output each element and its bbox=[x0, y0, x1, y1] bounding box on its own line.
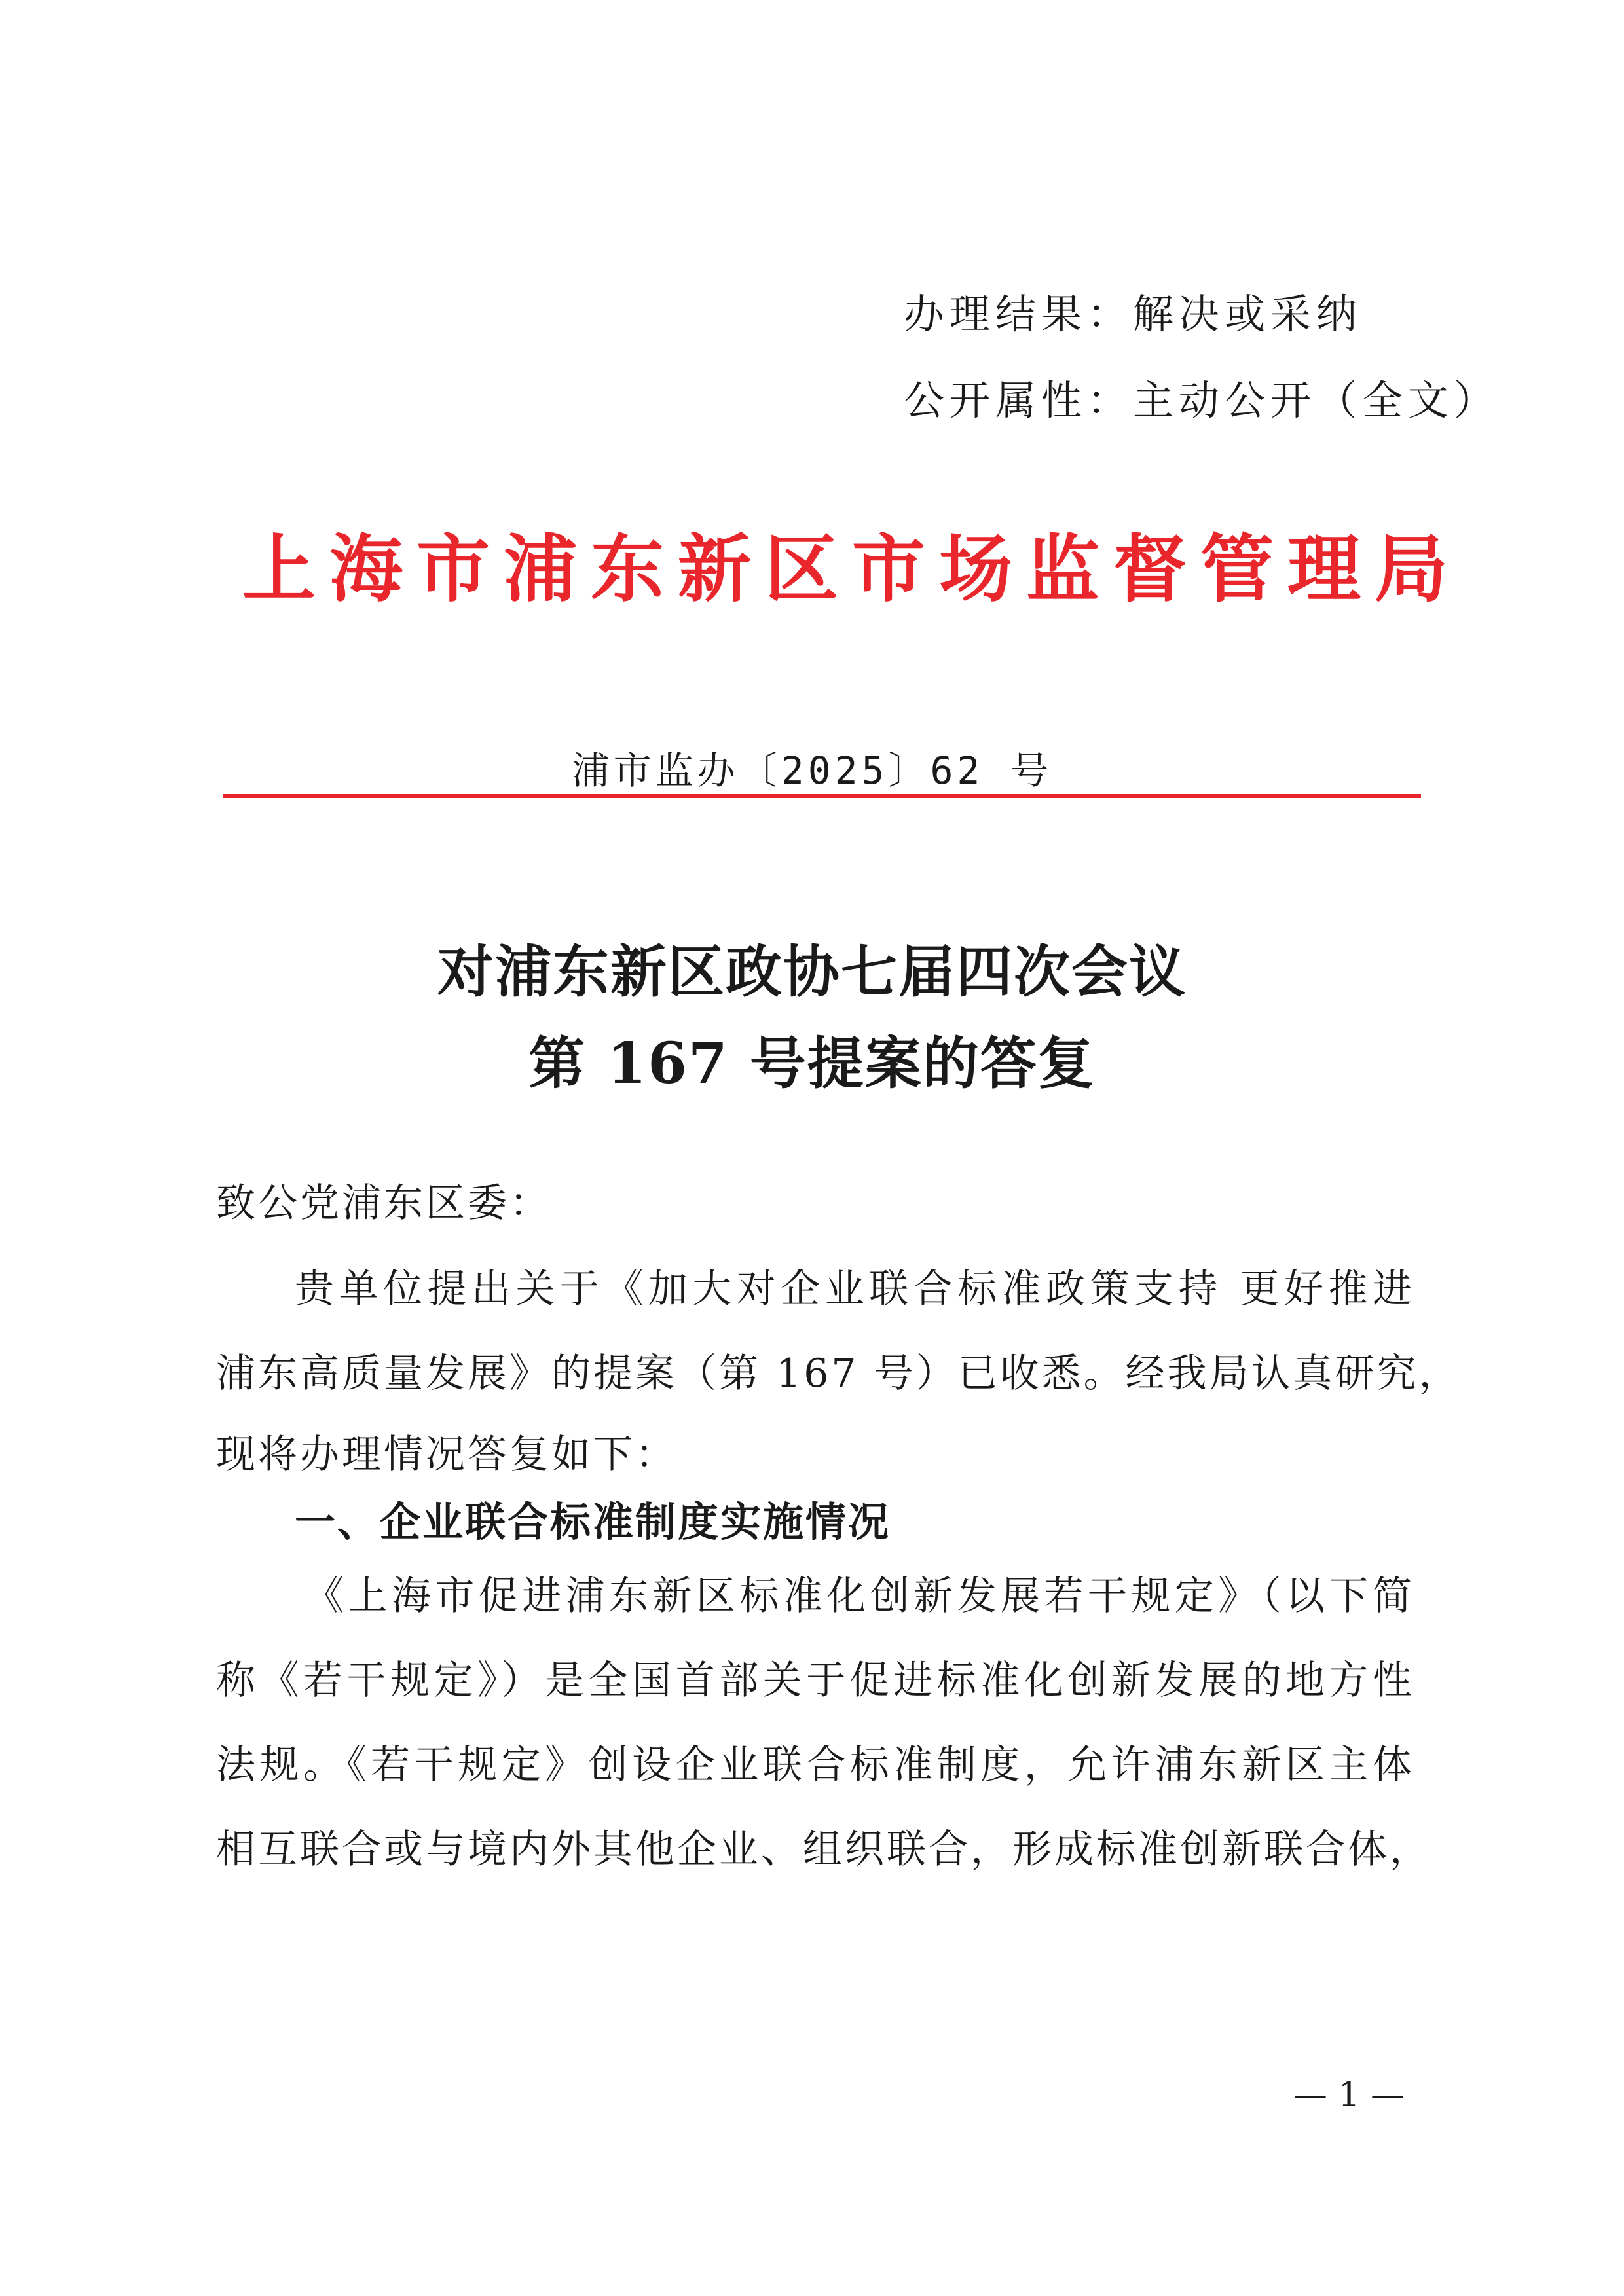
organization-letterhead: 上海市浦东新区市场监督管理局 bbox=[242, 526, 1462, 612]
document-title-line-2: 第 167 号提案的答复 bbox=[528, 1030, 1096, 1097]
disclosure-attribute: 公开属性：主动公开（全文） bbox=[904, 376, 1500, 424]
handling-result: 办理结果：解决或采纳 bbox=[904, 290, 1363, 338]
letterhead-divider bbox=[223, 794, 1421, 798]
salutation: 致公党浦东区委： bbox=[216, 1180, 551, 1226]
paragraph-2-line-1: 《上海市促进浦东新区标准化创新发展若干规定》（以下简 bbox=[304, 1573, 1414, 1619]
page-number: — 1 — bbox=[1293, 2075, 1405, 2115]
paragraph-1-line-2: 浦东高质量发展》的提案（第 167 号）已收悉。经我局认真研究， bbox=[216, 1351, 1461, 1396]
paragraph-2-line-4: 相互联合或与境内外其他企业、组织联合，形成标准创新联合体， bbox=[216, 1827, 1431, 1872]
document-number: 浦市监办〔2025〕62 号 bbox=[571, 748, 1053, 793]
section-heading-1: 一、企业联合标准制度实施情况 bbox=[295, 1498, 891, 1546]
paragraph-2-line-2: 称《若干规定》）是全国首部关于促进标准化创新发展的地方性 bbox=[216, 1658, 1414, 1704]
paragraph-1-line-1: 贵单位提出关于《加大对企业联合标准政策支持 更好推进 bbox=[295, 1266, 1414, 1312]
document-title-line-1: 对浦东新区政协七届四次会议 bbox=[437, 939, 1187, 1005]
paragraph-1-line-3: 现将办理情况答复如下： bbox=[216, 1432, 677, 1478]
paragraph-2-line-3: 法规。《若干规定》创设企业联合标准制度，允许浦东新区主体 bbox=[216, 1742, 1414, 1788]
